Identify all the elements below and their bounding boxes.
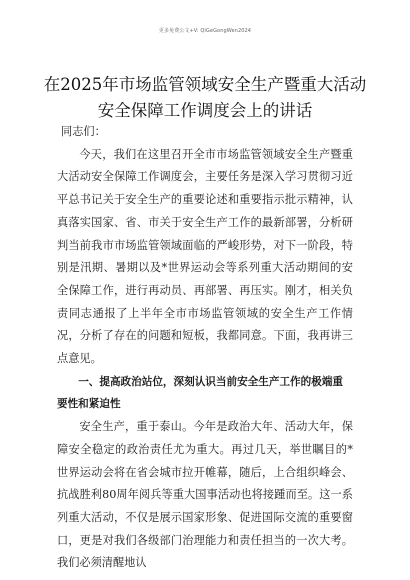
salutation: 同志们： — [61, 125, 106, 138]
document-title — [40, 72, 370, 124]
paragraph-section-1: 安全生产，重于泰山。今年是政治大年、活动大年，保障安全稳定的政治责任尤为重大。再过几天，举世瞩目的*世界运动会将在省会城市拉开帷幕，随后，上合组织峰会、抗战胜利80周年阅兵等重大国事活动也将接踵而至。这一系列重大活动，不仅是展示国家形象、促进国际交流的重要窗口，更是对我们各级部门治理能力和责任担当的一次大考。我们必须清醒地认 — [57, 420, 353, 570]
title-line-2: 安全保障工作调度会上的讲话 — [97, 101, 313, 120]
paragraph-intro: 今天，我们在这里召开全市市场监管领域安全生产暨重大活动安全保障工作调度会，主要任务是深入学习贯彻习近平总书记关于安全生产的重要论述和重要指示批示精神，认真落实国家、省、市关于安全生产工作的最新部署，分析研判当前我市市场监管领域面临的严峻形势，对下一阶段，特别是汛期、暑期以及*世界运动会等系列重大活动期间的安全保障工作，进行再动员、再部署、再压实。刚才，相关负责同志通报了上半年全市市场监管领域的安全生产工作情况，分析了存在的问题和短板，我都同意。下面，我再讲三点意见。 — [57, 147, 353, 366]
header-note: 更多免费公文+V: QiGeGongWen2024 — [158, 28, 252, 34]
document-body — [57, 121, 353, 575]
title-line-1: 在2025年市场监管领域安全生产暨重大活动 — [43, 75, 367, 94]
section-heading-1: 一、提高政治站位，深刻认识当前安全生产工作的极端重要性和紧迫性 — [57, 375, 344, 411]
